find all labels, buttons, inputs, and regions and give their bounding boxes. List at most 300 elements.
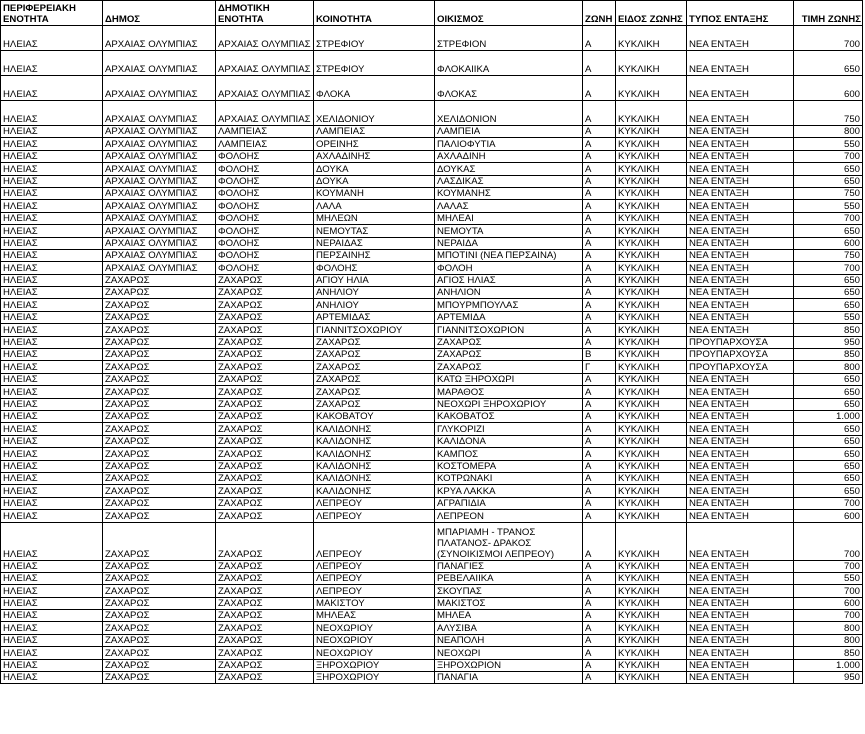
community-cell: ΝΕΜΟΥΤΑΣ [314,225,435,237]
municipality-cell: ΖΑΧΑΡΩΣ [103,647,216,659]
table-row [1,200,863,212]
municipal-unit-cell: ΖΑΧΑΡΩΣ [216,299,314,311]
zone-type-cell: ΚΥΚΛΙΚΗ [616,262,687,274]
table-row [1,249,863,261]
municipality-cell: ΑΡΧΑΙΑΣ ΟΛΥΜΠΙΑΣ [103,101,216,126]
municipal-unit-cell: ΦΟΛΟΗΣ [216,249,314,261]
settlement-cell: ΧΕΛΙΔΟΝΙΟΝ [435,101,583,126]
municipal-unit-cell: ΦΟΛΟΗΣ [216,225,314,237]
zone-cell: Α [583,672,616,684]
table-row [1,448,863,460]
settlement-cell: ΜΠΑΡΙΑΜΗ - ΤΡΑΝΟΣ ΠΛΑΤΑΝΟΣ- ΔΡΑΚΟΣ (ΣΥΝΟΙΚΙΣΜΟΙ ΛΕΠΡΕΟΥ) [435,522,583,560]
regional-unit-cell: ΗΛΕΙΑΣ [1,373,103,385]
zone-cell: Α [583,76,616,101]
zone-price-cell: 700 [794,560,863,572]
community-cell: ΖΑΧΑΡΩΣ [314,398,435,410]
zone-type-cell: ΚΥΚΛΙΚΗ [616,647,687,659]
zone-type-cell: ΚΥΚΛΙΚΗ [616,26,687,51]
zone-type-cell: ΚΥΚΛΙΚΗ [616,101,687,126]
settlement-cell: ΓΛΥΚΟΡΙΖΙ [435,423,583,435]
table-row [1,175,863,187]
zone-cell: Α [583,299,616,311]
inclusion-type-cell: ΝΕΑ ΕΝΤΑΞΗ [687,460,794,472]
zone-price-cell: 650 [794,398,863,410]
municipality-cell: ΑΡΧΑΙΑΣ ΟΛΥΜΠΙΑΣ [103,150,216,162]
zone-type-cell: ΚΥΚΛΙΚΗ [616,497,687,509]
community-cell: ΖΑΧΑΡΩΣ [314,373,435,385]
zone-cell: Α [583,200,616,212]
municipal-unit-cell: ΖΑΧΑΡΩΣ [216,622,314,634]
zone-price-cell: 650 [794,373,863,385]
regional-unit-cell: ΗΛΕΙΑΣ [1,659,103,671]
municipality-cell: ΑΡΧΑΙΑΣ ΟΛΥΜΠΙΑΣ [103,175,216,187]
settlement-cell: ΚΑΜΠΟΣ [435,448,583,460]
community-cell: ΧΕΛΙΔΟΝΙΟΥ [314,101,435,126]
community-cell: ΖΑΧΑΡΩΣ [314,386,435,398]
table-row [1,398,863,410]
municipality-cell: ΑΡΧΑΙΑΣ ΟΛΥΜΠΙΑΣ [103,249,216,261]
header-municipality: ΔΗΜΟΣ [103,1,216,26]
municipal-unit-cell: ΖΑΧΑΡΩΣ [216,560,314,572]
zone-cell: Α [583,101,616,126]
zone-type-cell: ΚΥΚΛΙΚΗ [616,560,687,572]
inclusion-type-cell: ΝΕΑ ΕΝΤΑΞΗ [687,249,794,261]
regional-unit-cell: ΗΛΕΙΑΣ [1,274,103,286]
municipality-cell: ΑΡΧΑΙΑΣ ΟΛΥΜΠΙΑΣ [103,51,216,76]
settlement-cell: ΑΓΡΑΠΙΔΙΑ [435,497,583,509]
table-row [1,435,863,447]
municipal-unit-cell: ΖΑΧΑΡΩΣ [216,386,314,398]
settlement-cell: ΔΟΥΚΑΣ [435,163,583,175]
zone-cell: Β [583,349,616,361]
table-row [1,299,863,311]
community-cell: ΖΑΧΑΡΩΣ [314,361,435,373]
municipality-cell: ΖΑΧΑΡΩΣ [103,386,216,398]
municipality-cell: ΖΑΧΑΡΩΣ [103,410,216,422]
table-row [1,672,863,684]
table-row [1,237,863,249]
municipality-cell: ΑΡΧΑΙΑΣ ΟΛΥΜΠΙΑΣ [103,200,216,212]
zone-price-cell: 650 [794,423,863,435]
zone-type-cell: ΚΥΚΛΙΚΗ [616,249,687,261]
table-row [1,373,863,385]
community-cell: ΛΑΛΑ [314,200,435,212]
zone-price-cell: 650 [794,299,863,311]
community-cell: ΑΝΗΛΙΟΥ [314,299,435,311]
inclusion-type-cell: ΝΕΑ ΕΝΤΑΞΗ [687,647,794,659]
inclusion-type-cell: ΠΡΟΥΠΑΡΧΟΥΣΑ [687,361,794,373]
settlement-cell: ΚΟΤΡΩΝΑΚΙ [435,472,583,484]
settlement-cell: ΦΛΟΚΑΙΙΚΑ [435,51,583,76]
municipal-unit-cell: ΦΟΛΟΗΣ [216,200,314,212]
inclusion-type-cell: ΝΕΑ ΕΝΤΑΞΗ [687,410,794,422]
inclusion-type-cell: ΝΕΑ ΕΝΤΑΞΗ [687,386,794,398]
municipal-unit-cell: ΖΑΧΑΡΩΣ [216,349,314,361]
inclusion-type-cell: ΝΕΑ ΕΝΤΑΞΗ [687,585,794,597]
municipal-unit-cell: ΖΑΧΑΡΩΣ [216,510,314,522]
settlement-cell: ΓΙΑΝΝΙΤΣΟΧΩΡΙΟΝ [435,324,583,336]
community-cell: ΝΕΟΧΩΡΙΟΥ [314,634,435,646]
zone-price-cell: 650 [794,51,863,76]
municipal-unit-cell: ΖΑΧΑΡΩΣ [216,324,314,336]
inclusion-type-cell: ΝΕΑ ΕΝΤΑΞΗ [687,448,794,460]
zone-cell: Α [583,187,616,199]
settlement-cell: ΖΑΧΑΡΩΣ [435,336,583,348]
zone-price-cell: 650 [794,435,863,447]
header-municipal-unit: ΔΗΜΟΤΙΚΗ ΕΝΟΤΗΤΑ [216,1,314,26]
regional-unit-cell: ΗΛΕΙΑΣ [1,622,103,634]
inclusion-type-cell: ΝΕΑ ΕΝΤΑΞΗ [687,634,794,646]
community-cell: ΚΑΛΙΔΟΝΗΣ [314,448,435,460]
regional-unit-cell: ΗΛΕΙΑΣ [1,460,103,472]
zone-cell: Α [583,572,616,584]
table-row [1,336,863,348]
municipality-cell: ΖΑΧΑΡΩΣ [103,597,216,609]
community-cell: ΚΑΛΙΔΟΝΗΣ [314,435,435,447]
municipality-cell: ΖΑΧΑΡΩΣ [103,585,216,597]
zone-price-cell: 700 [794,262,863,274]
zone-type-cell: ΚΥΚΛΙΚΗ [616,634,687,646]
zone-cell: Α [583,398,616,410]
inclusion-type-cell: ΝΕΑ ΕΝΤΑΞΗ [687,150,794,162]
community-cell: ΖΑΧΑΡΩΣ [314,349,435,361]
regional-unit-cell: ΗΛΕΙΑΣ [1,225,103,237]
community-cell: ΖΑΧΑΡΩΣ [314,336,435,348]
zone-type-cell: ΚΥΚΛΙΚΗ [616,585,687,597]
zone-price-cell: 850 [794,349,863,361]
regional-unit-cell: ΗΛΕΙΑΣ [1,423,103,435]
zone-price-cell: 650 [794,175,863,187]
zone-price-cell: 650 [794,225,863,237]
regional-unit-cell: ΗΛΕΙΑΣ [1,386,103,398]
settlement-cell: ΝΕΜΟΥΤΑ [435,225,583,237]
municipal-unit-cell: ΑΡΧΑΙΑΣ ΟΛΥΜΠΙΑΣ [216,26,314,51]
zone-cell: Α [583,448,616,460]
zone-price-cell: 700 [794,585,863,597]
zone-cell: Α [583,237,616,249]
municipality-cell: ΖΑΧΑΡΩΣ [103,572,216,584]
municipal-unit-cell: ΛΑΜΠΕΙΑΣ [216,126,314,138]
zone-type-cell: ΚΥΚΛΙΚΗ [616,572,687,584]
regional-unit-cell: ΗΛΕΙΑΣ [1,299,103,311]
settlement-cell: ΚΡΥΑ ΛΑΚΚΑ [435,485,583,497]
community-cell: ΚΑΛΙΔΟΝΗΣ [314,472,435,484]
zone-cell: Α [583,311,616,323]
municipality-cell: ΖΑΧΑΡΩΣ [103,398,216,410]
municipality-cell: ΖΑΧΑΡΩΣ [103,510,216,522]
inclusion-type-cell: ΝΕΑ ΕΝΤΑΞΗ [687,560,794,572]
municipality-cell: ΑΡΧΑΙΑΣ ΟΛΥΜΠΙΑΣ [103,212,216,224]
zone-cell: Α [583,472,616,484]
zone-type-cell: ΚΥΚΛΙΚΗ [616,311,687,323]
municipal-unit-cell: ΖΑΧΑΡΩΣ [216,410,314,422]
table-row [1,497,863,509]
settlement-cell: ΝΕΡΑΙΔΑ [435,237,583,249]
zone-type-cell: ΚΥΚΛΙΚΗ [616,299,687,311]
table-body [1,26,863,684]
settlement-cell: ΚΑΛΙΔΟΝΑ [435,435,583,447]
zone-type-cell: ΚΥΚΛΙΚΗ [616,274,687,286]
zone-price-cell: 850 [794,324,863,336]
community-cell: ΠΕΡΣΑΙΝΗΣ [314,249,435,261]
zone-price-cell: 600 [794,76,863,101]
settlement-cell: ΑΛΥΣΙΒΑ [435,622,583,634]
header-row [1,1,863,26]
zone-cell: Γ [583,361,616,373]
zone-price-cell: 550 [794,572,863,584]
settlement-cell: ΚΑΤΩ ΞΗΡΟΧΩΡΙ [435,373,583,385]
zone-price-cell: 800 [794,361,863,373]
municipal-unit-cell: ΖΑΧΑΡΩΣ [216,361,314,373]
inclusion-type-cell: ΝΕΑ ΕΝΤΑΞΗ [687,274,794,286]
table-row [1,26,863,51]
zone-cell: Α [583,597,616,609]
regional-unit-cell: ΗΛΕΙΑΣ [1,175,103,187]
inclusion-type-cell: ΝΕΑ ΕΝΤΑΞΗ [687,237,794,249]
zone-price-cell: 750 [794,249,863,261]
zone-price-cell: 950 [794,336,863,348]
municipal-unit-cell: ΖΑΧΑΡΩΣ [216,485,314,497]
municipal-unit-cell: ΖΑΧΑΡΩΣ [216,311,314,323]
zone-cell: Α [583,485,616,497]
municipal-unit-cell: ΦΟΛΟΗΣ [216,175,314,187]
table-row [1,622,863,634]
municipality-cell: ΖΑΧΑΡΩΣ [103,423,216,435]
zone-type-cell: ΚΥΚΛΙΚΗ [616,163,687,175]
zone-price-cell: 650 [794,460,863,472]
inclusion-type-cell: ΝΕΑ ΕΝΤΑΞΗ [687,200,794,212]
zone-cell: Α [583,324,616,336]
zone-price-cell: 650 [794,472,863,484]
regional-unit-cell: ΗΛΕΙΑΣ [1,336,103,348]
table-row [1,585,863,597]
settlement-cell: ΑΧΛΑΔΙΝΗ [435,150,583,162]
community-cell: ΔΟΥΚΑ [314,163,435,175]
community-cell: ΣΤΡΕΦΙΟΥ [314,26,435,51]
zone-cell: Α [583,249,616,261]
table-row [1,163,863,175]
settlement-cell: ΛΑΛΑΣ [435,200,583,212]
zone-cell: Α [583,150,616,162]
zone-cell: Α [583,212,616,224]
community-cell: ΝΕΡΑΙΔΑΣ [314,237,435,249]
settlement-cell: ΝΕΟΧΩΡΙ ΞΗΡΟΧΩΡΙΟΥ [435,398,583,410]
regional-unit-cell: ΗΛΕΙΑΣ [1,187,103,199]
inclusion-type-cell: ΝΕΑ ΕΝΤΑΞΗ [687,373,794,385]
community-cell: ΑΧΛΑΔΙΝΗΣ [314,150,435,162]
zone-cell: Α [583,622,616,634]
zone-type-cell: ΚΥΚΛΙΚΗ [616,398,687,410]
community-cell: ΛΕΠΡΕΟΥ [314,522,435,560]
regional-unit-cell: ΗΛΕΙΑΣ [1,510,103,522]
zone-price-cell: 700 [794,522,863,560]
inclusion-type-cell: ΝΕΑ ΕΝΤΑΞΗ [687,610,794,622]
municipality-cell: ΖΑΧΑΡΩΣ [103,610,216,622]
community-cell: ΟΡΕΙΝΗΣ [314,138,435,150]
zone-cell: Α [583,138,616,150]
table-row [1,423,863,435]
municipality-cell: ΖΑΧΑΡΩΣ [103,672,216,684]
regional-unit-cell: ΗΛΕΙΑΣ [1,597,103,609]
municipal-unit-cell: ΛΑΜΠΕΙΑΣ [216,138,314,150]
zone-cell: Α [583,225,616,237]
municipality-cell: ΖΑΧΑΡΩΣ [103,497,216,509]
municipal-unit-cell: ΑΡΧΑΙΑΣ ΟΛΥΜΠΙΑΣ [216,51,314,76]
table-row [1,274,863,286]
municipal-unit-cell: ΦΟΛΟΗΣ [216,150,314,162]
table-row [1,647,863,659]
inclusion-type-cell: ΝΕΑ ΕΝΤΑΞΗ [687,163,794,175]
inclusion-type-cell: ΝΕΑ ΕΝΤΑΞΗ [687,51,794,76]
settlement-cell: ΖΑΧΑΡΩΣ [435,349,583,361]
settlement-cell: ΜΗΛΕΑ [435,610,583,622]
zone-type-cell: ΚΥΚΛΙΚΗ [616,225,687,237]
municipal-unit-cell: ΖΑΧΑΡΩΣ [216,647,314,659]
community-cell: ΚΑΛΙΔΟΝΗΣ [314,460,435,472]
table-row [1,597,863,609]
table-row [1,212,863,224]
municipal-unit-cell: ΖΑΧΑΡΩΣ [216,672,314,684]
inclusion-type-cell: ΝΕΑ ΕΝΤΑΞΗ [687,622,794,634]
municipality-cell: ΖΑΧΑΡΩΣ [103,560,216,572]
settlement-cell: ΞΗΡΟΧΩΡΙΟΝ [435,659,583,671]
table-row [1,634,863,646]
zone-type-cell: ΚΥΚΛΙΚΗ [616,287,687,299]
inclusion-type-cell: ΝΕΑ ΕΝΤΑΞΗ [687,299,794,311]
zone-type-cell: ΚΥΚΛΙΚΗ [616,336,687,348]
table-row [1,485,863,497]
municipal-unit-cell: ΑΡΧΑΙΑΣ ΟΛΥΜΠΙΑΣ [216,76,314,101]
zone-price-cell: 650 [794,485,863,497]
settlement-cell: ΠΑΛΙΟΦΥΤΙΑ [435,138,583,150]
table-row [1,410,863,422]
municipality-cell: ΖΑΧΑΡΩΣ [103,324,216,336]
municipal-unit-cell: ΖΑΧΑΡΩΣ [216,585,314,597]
zone-cell: Α [583,634,616,646]
municipality-cell: ΖΑΧΑΡΩΣ [103,448,216,460]
community-cell: ΞΗΡΟΧΩΡΙΟΥ [314,672,435,684]
regional-unit-cell: ΗΛΕΙΑΣ [1,361,103,373]
community-cell: ΑΝΗΛΙΟΥ [314,287,435,299]
inclusion-type-cell: ΝΕΑ ΕΝΤΑΞΗ [687,672,794,684]
regional-unit-cell: ΗΛΕΙΑΣ [1,647,103,659]
municipal-unit-cell: ΖΑΧΑΡΩΣ [216,460,314,472]
zone-cell: Α [583,659,616,671]
zone-price-cell: 550 [794,138,863,150]
municipal-unit-cell: ΦΟΛΟΗΣ [216,163,314,175]
municipal-unit-cell: ΖΑΧΑΡΩΣ [216,398,314,410]
header-community: ΚΟΙΝΟΤΗΤΑ [314,1,435,26]
regional-unit-cell: ΗΛΕΙΑΣ [1,287,103,299]
zone-cell: Α [583,435,616,447]
zone-price-cell: 1.000 [794,659,863,671]
municipal-unit-cell: ΦΟΛΟΗΣ [216,187,314,199]
municipal-unit-cell: ΖΑΧΑΡΩΣ [216,472,314,484]
settlement-cell: ΦΛΟΚΑΣ [435,76,583,101]
header-settlement: ΟΙΚΙΣΜΟΣ [435,1,583,26]
inclusion-type-cell: ΝΕΑ ΕΝΤΑΞΗ [687,212,794,224]
zone-type-cell: ΚΥΚΛΙΚΗ [616,51,687,76]
zone-price-cell: 600 [794,597,863,609]
zone-type-cell: ΚΥΚΛΙΚΗ [616,448,687,460]
settlement-cell: ΜΗΛΕΑΙ [435,212,583,224]
regional-unit-cell: ΗΛΕΙΑΣ [1,485,103,497]
municipality-cell: ΖΑΧΑΡΩΣ [103,634,216,646]
settlement-cell: ΝΕΟΧΩΡΙ [435,647,583,659]
community-cell: ΞΗΡΟΧΩΡΙΟΥ [314,659,435,671]
community-cell: ΓΙΑΝΝΙΤΣΟΧΩΡΙΟΥ [314,324,435,336]
municipality-cell: ΖΑΧΑΡΩΣ [103,299,216,311]
settlement-cell: ΣΤΡΕΦΙΟΝ [435,26,583,51]
municipal-unit-cell: ΖΑΧΑΡΩΣ [216,659,314,671]
zone-cell: Α [583,287,616,299]
regional-unit-cell: ΗΛΕΙΑΣ [1,150,103,162]
settlement-cell: ΜΑΡΑΘΟΣ [435,386,583,398]
zone-cell: Α [583,386,616,398]
municipality-cell: ΖΑΧΑΡΩΣ [103,460,216,472]
municipality-cell: ΖΑΧΑΡΩΣ [103,522,216,560]
regional-unit-cell: ΗΛΕΙΑΣ [1,497,103,509]
inclusion-type-cell: ΝΕΑ ΕΝΤΑΞΗ [687,497,794,509]
zone-cell: Α [583,262,616,274]
zone-price-cell: 600 [794,237,863,249]
municipality-cell: ΖΑΧΑΡΩΣ [103,485,216,497]
zone-price-cell: 650 [794,274,863,286]
zone-type-cell: ΚΥΚΛΙΚΗ [616,472,687,484]
community-cell: ΚΑΛΙΔΟΝΗΣ [314,485,435,497]
regional-unit-cell: ΗΛΕΙΑΣ [1,435,103,447]
community-cell: ΚΑΚΟΒΑΤΟΥ [314,410,435,422]
municipality-cell: ΖΑΧΑΡΩΣ [103,373,216,385]
table-row [1,572,863,584]
zone-type-cell: ΚΥΚΛΙΚΗ [616,622,687,634]
zone-cell: Α [583,336,616,348]
inclusion-type-cell: ΝΕΑ ΕΝΤΑΞΗ [687,324,794,336]
table-row [1,187,863,199]
table-row [1,560,863,572]
community-cell: ΛΕΠΡΕΟΥ [314,572,435,584]
zone-price-cell: 800 [794,634,863,646]
zone-type-cell: ΚΥΚΛΙΚΗ [616,361,687,373]
table-row [1,361,863,373]
municipality-cell: ΖΑΧΑΡΩΣ [103,311,216,323]
inclusion-type-cell: ΝΕΑ ΕΝΤΑΞΗ [687,175,794,187]
municipal-unit-cell: ΖΑΧΑΡΩΣ [216,497,314,509]
municipality-cell: ΑΡΧΑΙΑΣ ΟΛΥΜΠΙΑΣ [103,163,216,175]
header-inclusion-type: ΤΥΠΟΣ ΕΝΤΑΞΗΣ [687,1,794,26]
zone-type-cell: ΚΥΚΛΙΚΗ [616,610,687,622]
zone-price-cell: 1.000 [794,410,863,422]
zone-cell: Α [583,585,616,597]
municipal-unit-cell: ΖΑΧΑΡΩΣ [216,448,314,460]
zone-cell: Α [583,274,616,286]
inclusion-type-cell: ΝΕΑ ΕΝΤΑΞΗ [687,187,794,199]
zone-cell: Α [583,610,616,622]
table-row [1,287,863,299]
community-cell: ΛΕΠΡΕΟΥ [314,560,435,572]
inclusion-type-cell: ΝΕΑ ΕΝΤΑΞΗ [687,659,794,671]
municipal-unit-cell: ΦΟΛΟΗΣ [216,237,314,249]
municipality-cell: ΑΡΧΑΙΑΣ ΟΛΥΜΠΙΑΣ [103,76,216,101]
settlement-cell: ΝΕΑΠΟΛΗ [435,634,583,646]
community-cell: ΛΕΠΡΕΟΥ [314,497,435,509]
inclusion-type-cell: ΝΕΑ ΕΝΤΑΞΗ [687,597,794,609]
inclusion-type-cell: ΝΕΑ ΕΝΤΑΞΗ [687,423,794,435]
inclusion-type-cell: ΠΡΟΥΠΑΡΧΟΥΣΑ [687,336,794,348]
inclusion-type-cell: ΝΕΑ ΕΝΤΑΞΗ [687,126,794,138]
zone-type-cell: ΚΥΚΛΙΚΗ [616,237,687,249]
inclusion-type-cell: ΝΕΑ ΕΝΤΑΞΗ [687,311,794,323]
